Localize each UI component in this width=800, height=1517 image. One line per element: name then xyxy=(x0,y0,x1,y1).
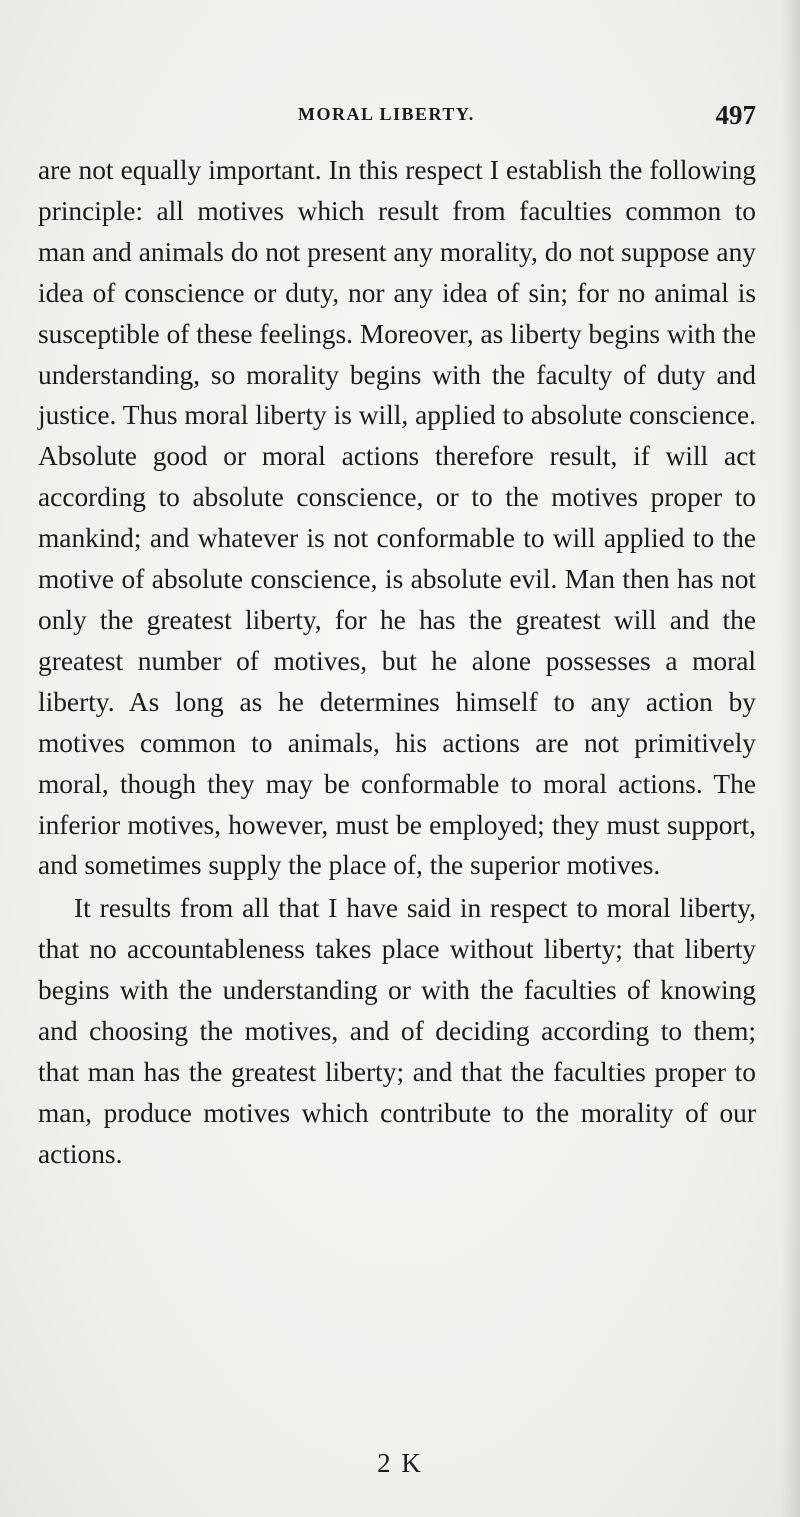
body-text xyxy=(38,150,756,1175)
signature-mark: 2 K xyxy=(377,1448,423,1478)
running-title: MORAL LIBERTY. xyxy=(298,104,475,124)
page-number: 497 xyxy=(715,100,756,130)
page-header xyxy=(0,100,800,140)
paragraph-1: are not equally important. In this respect I establish the following principle: all motives which result from faculties common to man and animals do not present any morality, do not suppose any idea of conscience or duty, nor any idea of sin; for no animal is susceptible of these feelings. Moreover, as liberty begins with the understanding, so morality begins with the faculty of duty and justice. Thus moral liberty is will, applied to absolute conscience. Absolute good or moral actions therefore result, if will act according to absolute conscience, or to the motives proper to mankind; and whatever is not conformable to will applied to the motive of absolute conscience, is absolute evil. Man then has not only the greatest liberty, for he has the greatest will and the greatest number of motives, but he alone possesses a moral liberty. As long as he determines himself to any action by motives common to animals, his actions are not primitively moral, though they may be conformable to moral actions. The inferior motives, however, must be employed; they must support, and sometimes supply the place of, the superior motives. xyxy=(38,155,756,881)
page-edge-shadow xyxy=(782,0,800,1517)
paragraph-2: It results from all that I have said in respect to moral liberty, that no accountableness takes place without liberty; that liberty begins with the understanding or with the faculties of knowing and choosing the motives, and of deciding according to them; that man has the greatest liberty; and that the faculties proper to man, produce motives which contribute to the morality of our actions. xyxy=(38,893,756,1169)
